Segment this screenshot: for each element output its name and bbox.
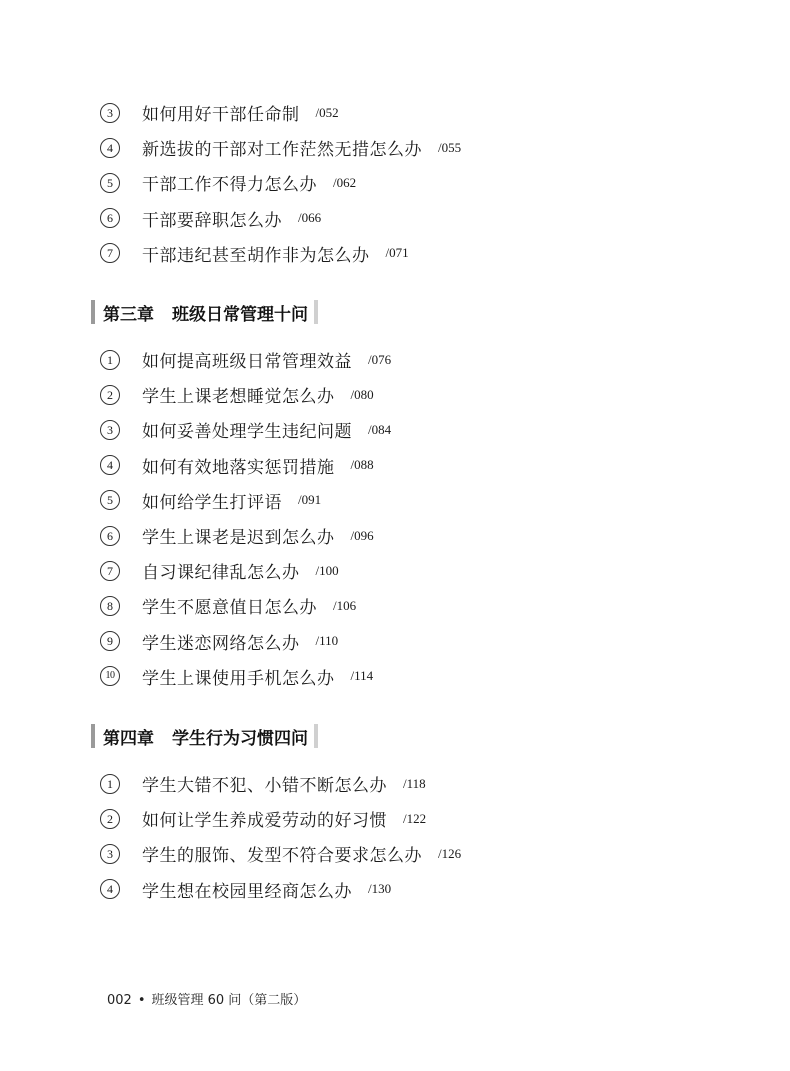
entry-title: 如何用好干部任命制: [142, 105, 300, 126]
chapter-label: 第四章: [103, 728, 154, 749]
entry-title: 自习课纪律乱怎么办: [142, 563, 300, 584]
entry-title: 学生不愿意值日怎么办: [142, 598, 317, 619]
entry-page: /071: [385, 245, 409, 261]
toc-chapter4: [100, 766, 461, 907]
chapter-tail-bar: [314, 724, 318, 748]
entry-title: 干部要辞职怎么办: [142, 210, 282, 231]
toc-entry[interactable]: [100, 130, 461, 165]
entry-title: 干部工作不得力怎么办: [142, 175, 317, 196]
chapter-name: 学生行为习惯四问: [172, 728, 308, 749]
chapter-name: 班级日常管理十问: [172, 304, 308, 325]
entry-number-circle: 3: [100, 844, 120, 864]
entry-number-circle: 2: [100, 809, 120, 829]
toc-entry[interactable]: [100, 836, 461, 871]
toc-entry[interactable]: [100, 165, 461, 200]
toc-entry[interactable]: [100, 342, 391, 377]
entry-number-circle: 3: [100, 103, 120, 123]
entry-title: 学生上课使用手机怎么办: [142, 668, 335, 689]
toc-entry[interactable]: [100, 872, 461, 907]
entry-number-circle: 6: [100, 526, 120, 546]
toc-entry[interactable]: [100, 236, 461, 271]
entry-title: 学生迷恋网络怎么办: [142, 633, 300, 654]
entry-number-circle: 8: [100, 596, 120, 616]
toc-entry[interactable]: [100, 95, 461, 130]
entry-page: /088: [350, 457, 374, 473]
entry-title: 学生上课老是迟到怎么办: [142, 528, 335, 549]
footer-book-title: 班级管理 60 问（第二版）: [151, 993, 307, 1008]
toc-entry[interactable]: [100, 766, 461, 801]
chapter-heading[interactable]: [91, 300, 318, 324]
entry-number-circle: 5: [100, 490, 120, 510]
toc-entry[interactable]: [100, 659, 391, 694]
entry-number-circle: 1: [100, 774, 120, 794]
toc-entry[interactable]: [100, 553, 391, 588]
entry-number-circle: 6: [100, 208, 120, 228]
chapter-title: [95, 300, 314, 324]
entry-title: 学生上课老想睡觉怎么办: [142, 387, 335, 408]
entry-number-circle: 7: [100, 243, 120, 263]
entry-title: 干部违纪甚至胡作非为怎么办: [142, 245, 370, 266]
entry-title: 学生的服饰、发型不符合要求怎么办: [142, 846, 422, 867]
toc-entry[interactable]: [100, 483, 391, 518]
chapter-label: 第三章: [103, 304, 154, 325]
toc-entry[interactable]: [100, 448, 391, 483]
entry-page: /084: [368, 421, 392, 437]
entry-page: /055: [438, 139, 462, 155]
toc-section-top: [100, 95, 461, 271]
entry-page: /118: [403, 775, 426, 791]
entry-number-circle: 4: [100, 138, 120, 158]
entry-number-circle: 7: [100, 561, 120, 581]
entry-title: 如何有效地落实惩罚措施: [142, 457, 335, 478]
page-footer: [107, 989, 306, 1008]
entry-page: /052: [315, 104, 339, 120]
entry-page: /091: [298, 492, 322, 508]
entry-page: /106: [333, 597, 357, 613]
chapter-title: [95, 724, 314, 748]
entry-title: 如何妥善处理学生违纪问题: [142, 422, 352, 443]
entry-title: 如何提高班级日常管理效益: [142, 352, 352, 373]
entry-page: /062: [333, 174, 357, 190]
entry-number-circle: 4: [100, 455, 120, 475]
entry-number-circle: 2: [100, 385, 120, 405]
entry-number-circle: 5: [100, 173, 120, 193]
entry-page: /080: [350, 386, 374, 402]
entry-page: /114: [350, 668, 374, 684]
toc-entry[interactable]: [100, 377, 391, 412]
entry-page: /076: [368, 351, 392, 367]
toc-chapter3: [100, 342, 391, 694]
entry-title: 如何让学生养成爱劳动的好习惯: [142, 811, 387, 832]
toc-entry[interactable]: [100, 201, 461, 236]
toc-entry[interactable]: [100, 588, 391, 623]
entry-number-circle: 3: [100, 420, 120, 440]
footer-page-number: 002: [107, 993, 132, 1008]
toc-entry[interactable]: [100, 412, 391, 447]
chapter-tail-bar: [314, 300, 318, 324]
entry-number-circle: 10: [100, 666, 120, 686]
footer-separator: •: [137, 993, 146, 1008]
toc-entry[interactable]: [100, 518, 391, 553]
entry-page: /126: [438, 845, 462, 861]
entry-number-circle: 1: [100, 350, 120, 370]
toc-entry[interactable]: [100, 624, 391, 659]
chapter-heading[interactable]: [91, 724, 318, 748]
entry-page: /110: [315, 633, 339, 649]
entry-title: 新选拔的干部对工作茫然无措怎么办: [142, 140, 422, 161]
entry-page: /100: [315, 562, 339, 578]
entry-title: 学生大错不犯、小错不断怎么办: [142, 776, 387, 797]
entry-number-circle: 4: [100, 879, 120, 899]
entry-page: /096: [350, 527, 374, 543]
entry-title: 学生想在校园里经商怎么办: [142, 881, 352, 902]
entry-number-circle: 9: [100, 631, 120, 651]
entry-page: /130: [368, 881, 392, 897]
entry-page: /122: [403, 810, 427, 826]
toc-entry[interactable]: [100, 801, 461, 836]
entry-page: /066: [298, 210, 322, 226]
entry-title: 如何给学生打评语: [142, 492, 282, 513]
